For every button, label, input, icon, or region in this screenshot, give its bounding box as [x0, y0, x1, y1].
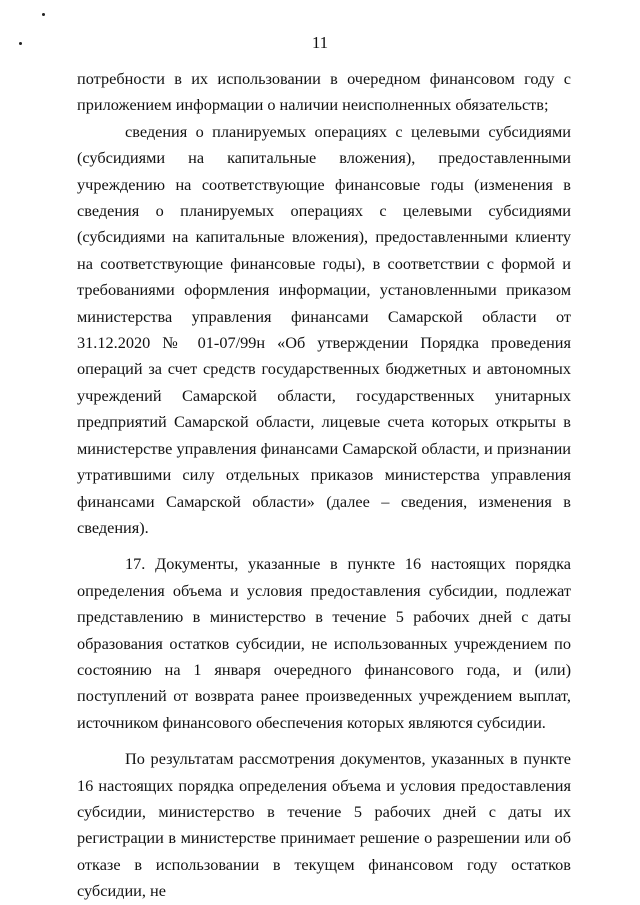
paragraph-information: сведения о планируемых операциях с целевыми субсидиями (субсидиями на капитальные вложения), предоставленными учреждению на соответствующие финансовые годы (изменения в сведения о планируемых операциях с целевыми субсидиями (субсидиями на капитальные вложения), предоставленными клиенту на соответствующие финансовые годы), в соответствии с формой и требованиями оформления информации, установленными приказом министерства управления финансами Самарской области от 31.12.2020 № 01-07/99н «Об утверждении Порядка проведения операций за счет средств государственных бюджетных и автономных учреждений Самарской области, государственных унитарных предприятий Самарской области, лицевые счета которых открыты в министерстве управления финансами Самарской области, и признании утратившими силу отдельных приказов министерства управления финансами Самарской области» (далее – сведения, изменения в сведения). [77, 121, 571, 537]
paragraph-item-17: 17. Документы, указанные в пункте 16 настоящих порядка определения объема и условия предоставления субсидии, подлежат представлению в министерство в течение 5 рабочих дней с даты образования остатков субсидии, не использованных учреждением по состоянию на 1 января очередного финансового года, и (или) поступлений от возврата ранее произведенных учреждением выплат, источником финансового обеспечения которых являются субсидии. [77, 554, 571, 732]
paragraph-continuation: потребности в их использовании в очередном финансовом году с приложением информации о наличии неисполненных обязательств; [77, 69, 571, 115]
document-body [77, 66, 571, 905]
paragraph-review-results: По результатам рассмотрения документов, указанных в пункте 16 настоящих порядка определения объема и условия предоставления субсидии, министерство в течение 5 рабочих дней с даты их регистрации в министерстве принимает решение о разрешении или об отказе в использовании в текущем финансовом году остатков субсидии, не [77, 749, 571, 901]
scan-speck [42, 13, 45, 16]
page-number: 11 [311, 33, 329, 52]
